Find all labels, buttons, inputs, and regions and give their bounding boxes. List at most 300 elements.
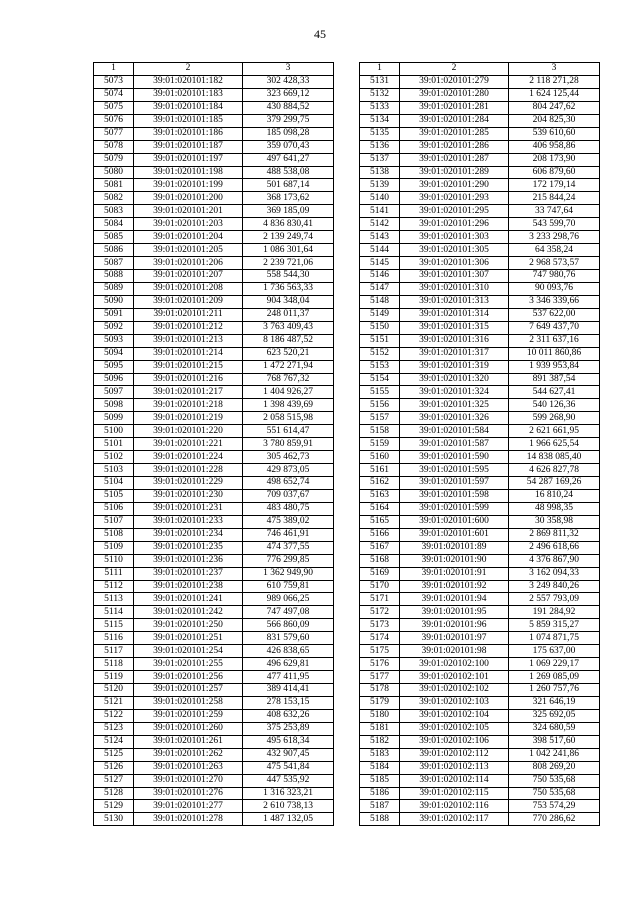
cadastral-number-cell: 39:01:020101:203 <box>134 218 243 231</box>
row-number-cell: 5144 <box>360 244 400 257</box>
row-number-cell: 5155 <box>360 386 400 399</box>
cadastral-number-cell: 39:01:020101:90 <box>400 554 509 567</box>
row-number-cell: 5161 <box>360 464 400 477</box>
row-number-cell: 5126 <box>94 761 134 774</box>
cadastral-number-cell: 39:01:020102:105 <box>400 722 509 735</box>
table-row <box>94 75 334 88</box>
cadastral-value-cell: 2 610 738,13 <box>243 800 334 813</box>
table-row <box>94 515 334 528</box>
column-header-3: 3 <box>243 63 334 76</box>
table-row <box>94 270 334 283</box>
row-number-cell: 5159 <box>360 438 400 451</box>
table-row <box>360 153 600 166</box>
cadastral-number-cell: 39:01:020101:206 <box>134 257 243 270</box>
cadastral-value-cell: 610 759,81 <box>243 580 334 593</box>
row-number-cell: 5151 <box>360 334 400 347</box>
cadastral-value-cell: 1 736 563,33 <box>243 282 334 295</box>
row-number-cell: 5081 <box>94 179 134 192</box>
cadastral-number-cell: 39:01:020102:117 <box>400 813 509 826</box>
cadastral-number-cell: 39:01:020101:236 <box>134 554 243 567</box>
cadastral-number-cell: 39:01:020101:319 <box>400 360 509 373</box>
table-row <box>94 347 334 360</box>
row-number-cell: 5118 <box>94 658 134 671</box>
table-row <box>360 787 600 800</box>
table-row <box>360 464 600 477</box>
cadastral-number-cell: 39:01:020101:242 <box>134 606 243 619</box>
cadastral-value-cell: 753 574,29 <box>509 800 600 813</box>
table-row <box>94 554 334 567</box>
cadastral-number-cell: 39:01:020101:598 <box>400 489 509 502</box>
table-row <box>360 373 600 386</box>
row-number-cell: 5162 <box>360 477 400 490</box>
cadastral-value-cell: 768 767,32 <box>243 373 334 386</box>
cadastral-number-cell: 39:01:020101:257 <box>134 684 243 697</box>
cadastral-value-table-left <box>93 62 334 826</box>
table-row <box>94 813 334 826</box>
cadastral-value-cell: 804 247,62 <box>509 101 600 114</box>
cadastral-number-cell: 39:01:020101:285 <box>400 127 509 140</box>
cadastral-value-cell: 558 544,30 <box>243 270 334 283</box>
row-number-cell: 5127 <box>94 774 134 787</box>
cadastral-number-cell: 39:01:020101:259 <box>134 709 243 722</box>
cadastral-value-cell: 248 011,37 <box>243 308 334 321</box>
cadastral-number-cell: 39:01:020101:241 <box>134 593 243 606</box>
cadastral-value-cell: 496 629,81 <box>243 658 334 671</box>
cadastral-number-cell: 39:01:020101:258 <box>134 696 243 709</box>
table-row <box>94 166 334 179</box>
cadastral-number-cell: 39:01:020101:182 <box>134 75 243 88</box>
table-row <box>360 101 600 114</box>
cadastral-value-cell: 539 610,60 <box>509 127 600 140</box>
row-number-cell: 5078 <box>94 140 134 153</box>
table-row <box>94 528 334 541</box>
table-row <box>360 218 600 231</box>
cadastral-value-cell: 483 480,75 <box>243 502 334 515</box>
cadastral-value-cell: 204 825,30 <box>509 114 600 127</box>
table-row <box>94 632 334 645</box>
cadastral-value-cell: 54 287 169,26 <box>509 477 600 490</box>
cadastral-number-cell: 39:01:020101:306 <box>400 257 509 270</box>
cadastral-number-cell: 39:01:020101:270 <box>134 774 243 787</box>
cadastral-value-cell: 321 646,19 <box>509 696 600 709</box>
cadastral-value-cell: 1 069 229,17 <box>509 658 600 671</box>
cadastral-value-cell: 16 810,24 <box>509 489 600 502</box>
table-row <box>94 179 334 192</box>
cadastral-value-cell: 368 173,62 <box>243 192 334 205</box>
row-number-cell: 5082 <box>94 192 134 205</box>
table-row <box>94 140 334 153</box>
table-row <box>360 619 600 632</box>
row-number-cell: 5171 <box>360 593 400 606</box>
row-number-cell: 5178 <box>360 684 400 697</box>
table-row <box>360 88 600 101</box>
row-number-cell: 5102 <box>94 451 134 464</box>
cadastral-number-cell: 39:01:020101:305 <box>400 244 509 257</box>
table-row <box>360 257 600 270</box>
cadastral-number-cell: 39:01:020101:254 <box>134 645 243 658</box>
table-row <box>360 360 600 373</box>
row-number-cell: 5181 <box>360 722 400 735</box>
cadastral-number-cell: 39:01:020101:293 <box>400 192 509 205</box>
cadastral-value-cell: 215 844,24 <box>509 192 600 205</box>
cadastral-number-cell: 39:01:020101:326 <box>400 412 509 425</box>
column-header-3: 3 <box>509 63 600 76</box>
cadastral-value-cell: 406 958,86 <box>509 140 600 153</box>
page-number: 45 <box>314 27 326 41</box>
cadastral-number-cell: 39:01:020102:112 <box>400 748 509 761</box>
cadastral-value-cell: 8 186 487,52 <box>243 334 334 347</box>
row-number-cell: 5146 <box>360 270 400 283</box>
cadastral-value-cell: 5 859 315,27 <box>509 619 600 632</box>
row-number-cell: 5113 <box>94 593 134 606</box>
cadastral-value-cell: 33 747,64 <box>509 205 600 218</box>
cadastral-number-cell: 39:01:020101:201 <box>134 205 243 218</box>
row-number-cell: 5077 <box>94 127 134 140</box>
cadastral-value-cell: 3 249 840,26 <box>509 580 600 593</box>
table-row <box>94 671 334 684</box>
table-header-row <box>360 63 600 76</box>
table-row <box>360 658 600 671</box>
cadastral-value-cell: 426 838,65 <box>243 645 334 658</box>
table-row <box>94 373 334 386</box>
cadastral-value-cell: 323 669,12 <box>243 88 334 101</box>
row-number-cell: 5154 <box>360 373 400 386</box>
cadastral-value-cell: 770 286,62 <box>509 813 600 826</box>
row-number-cell: 5125 <box>94 748 134 761</box>
cadastral-number-cell: 39:01:020102:101 <box>400 671 509 684</box>
cadastral-value-cell: 808 269,20 <box>509 761 600 774</box>
cadastral-value-cell: 1 487 132,05 <box>243 813 334 826</box>
table-row <box>360 412 600 425</box>
row-number-cell: 5091 <box>94 308 134 321</box>
table-row <box>360 735 600 748</box>
cadastral-value-cell: 447 535,92 <box>243 774 334 787</box>
row-number-cell: 5136 <box>360 140 400 153</box>
row-number-cell: 5080 <box>94 166 134 179</box>
table-row <box>94 451 334 464</box>
cadastral-value-cell: 2 496 618,66 <box>509 541 600 554</box>
cadastral-number-cell: 39:01:020101:584 <box>400 425 509 438</box>
row-number-cell: 5123 <box>94 722 134 735</box>
cadastral-value-cell: 2 869 811,32 <box>509 528 600 541</box>
table-row <box>360 244 600 257</box>
cadastral-number-cell: 39:01:020101:320 <box>400 373 509 386</box>
cadastral-number-cell: 39:01:020101:263 <box>134 761 243 774</box>
row-number-cell: 5108 <box>94 528 134 541</box>
cadastral-value-cell: 379 299,75 <box>243 114 334 127</box>
cadastral-number-cell: 39:01:020101:92 <box>400 580 509 593</box>
table-row <box>360 270 600 283</box>
cadastral-value-cell: 989 066,25 <box>243 593 334 606</box>
row-number-cell: 5163 <box>360 489 400 502</box>
row-number-cell: 5099 <box>94 412 134 425</box>
row-number-cell: 5188 <box>360 813 400 826</box>
row-number-cell: 5104 <box>94 477 134 490</box>
row-number-cell: 5142 <box>360 218 400 231</box>
cadastral-value-cell: 90 093,76 <box>509 282 600 295</box>
row-number-cell: 5128 <box>94 787 134 800</box>
cadastral-number-cell: 39:01:020101:314 <box>400 308 509 321</box>
table-row <box>94 800 334 813</box>
cadastral-number-cell: 39:01:020101:208 <box>134 282 243 295</box>
table-row <box>94 787 334 800</box>
cadastral-number-cell: 39:01:020102:102 <box>400 684 509 697</box>
cadastral-value-cell: 1 939 953,84 <box>509 360 600 373</box>
table-row <box>360 489 600 502</box>
cadastral-number-cell: 39:01:020101:213 <box>134 334 243 347</box>
row-number-cell: 5167 <box>360 541 400 554</box>
cadastral-value-cell: 1 398 439,69 <box>243 399 334 412</box>
cadastral-number-cell: 39:01:020101:260 <box>134 722 243 735</box>
cadastral-value-cell: 543 599,70 <box>509 218 600 231</box>
row-number-cell: 5184 <box>360 761 400 774</box>
table-row <box>360 425 600 438</box>
row-number-cell: 5150 <box>360 321 400 334</box>
cadastral-number-cell: 39:01:020101:307 <box>400 270 509 283</box>
cadastral-number-cell: 39:01:020101:95 <box>400 606 509 619</box>
table-row <box>94 580 334 593</box>
cadastral-number-cell: 39:01:020101:601 <box>400 528 509 541</box>
row-number-cell: 5174 <box>360 632 400 645</box>
cadastral-value-cell: 498 652,74 <box>243 477 334 490</box>
cadastral-value-cell: 389 414,41 <box>243 684 334 697</box>
cadastral-value-cell: 432 907,45 <box>243 748 334 761</box>
table-row <box>360 205 600 218</box>
cadastral-number-cell: 39:01:020102:100 <box>400 658 509 671</box>
row-number-cell: 5134 <box>360 114 400 127</box>
cadastral-value-cell: 904 348,04 <box>243 295 334 308</box>
cadastral-value-cell: 3 162 094,33 <box>509 567 600 580</box>
row-number-cell: 5172 <box>360 606 400 619</box>
cadastral-value-cell: 709 037,67 <box>243 489 334 502</box>
table-row <box>360 347 600 360</box>
cadastral-number-cell: 39:01:020101:286 <box>400 140 509 153</box>
row-number-cell: 5160 <box>360 451 400 464</box>
cadastral-number-cell: 39:01:020101:261 <box>134 735 243 748</box>
cadastral-number-cell: 39:01:020101:325 <box>400 399 509 412</box>
row-number-cell: 5092 <box>94 321 134 334</box>
cadastral-number-cell: 39:01:020101:217 <box>134 386 243 399</box>
cadastral-number-cell: 39:01:020102:103 <box>400 696 509 709</box>
cadastral-number-cell: 39:01:020101:96 <box>400 619 509 632</box>
cadastral-number-cell: 39:01:020101:310 <box>400 282 509 295</box>
cadastral-value-cell: 408 632,26 <box>243 709 334 722</box>
cadastral-number-cell: 39:01:020101:230 <box>134 489 243 502</box>
table-row <box>360 800 600 813</box>
cadastral-number-cell: 39:01:020101:214 <box>134 347 243 360</box>
cadastral-value-cell: 4 376 867,90 <box>509 554 600 567</box>
table-row <box>94 399 334 412</box>
row-number-cell: 5107 <box>94 515 134 528</box>
row-number-cell: 5083 <box>94 205 134 218</box>
cadastral-number-cell: 39:01:020101:224 <box>134 451 243 464</box>
table-row <box>360 709 600 722</box>
cadastral-value-cell: 2 311 637,16 <box>509 334 600 347</box>
cadastral-value-cell: 831 579,60 <box>243 632 334 645</box>
cadastral-value-cell: 369 185,09 <box>243 205 334 218</box>
cadastral-value-cell: 3 763 409,43 <box>243 321 334 334</box>
cadastral-number-cell: 39:01:020101:184 <box>134 101 243 114</box>
row-number-cell: 5145 <box>360 257 400 270</box>
row-number-cell: 5139 <box>360 179 400 192</box>
table-row <box>94 334 334 347</box>
cadastral-value-cell: 750 535,68 <box>509 774 600 787</box>
cadastral-value-cell: 325 692,05 <box>509 709 600 722</box>
cadastral-number-cell: 39:01:020101:209 <box>134 295 243 308</box>
cadastral-value-cell: 1 404 926,27 <box>243 386 334 399</box>
cadastral-number-cell: 39:01:020101:290 <box>400 179 509 192</box>
table-row <box>94 722 334 735</box>
cadastral-value-cell: 2 239 721,06 <box>243 257 334 270</box>
cadastral-value-cell: 475 389,02 <box>243 515 334 528</box>
row-number-cell: 5111 <box>94 567 134 580</box>
cadastral-number-cell: 39:01:020101:324 <box>400 386 509 399</box>
cadastral-number-cell: 39:01:020101:599 <box>400 502 509 515</box>
row-number-cell: 5094 <box>94 347 134 360</box>
row-number-cell: 5182 <box>360 735 400 748</box>
table-row <box>94 502 334 515</box>
cadastral-number-cell: 39:01:020101:284 <box>400 114 509 127</box>
cadastral-value-cell: 551 614,47 <box>243 425 334 438</box>
row-number-cell: 5148 <box>360 295 400 308</box>
cadastral-value-cell: 4 836 830,41 <box>243 218 334 231</box>
row-number-cell: 5147 <box>360 282 400 295</box>
cadastral-number-cell: 39:01:020101:287 <box>400 153 509 166</box>
cadastral-value-cell: 1 269 085,09 <box>509 671 600 684</box>
cadastral-number-cell: 39:01:020101:97 <box>400 632 509 645</box>
cadastral-value-cell: 1 362 949,90 <box>243 567 334 580</box>
cadastral-value-cell: 2 139 249,74 <box>243 231 334 244</box>
cadastral-value-cell: 429 873,05 <box>243 464 334 477</box>
cadastral-value-cell: 3 346 339,66 <box>509 295 600 308</box>
cadastral-number-cell: 39:01:020101:211 <box>134 308 243 321</box>
table-row <box>360 567 600 580</box>
row-number-cell: 5075 <box>94 101 134 114</box>
table-row <box>360 321 600 334</box>
table-row <box>94 593 334 606</box>
table-row <box>94 321 334 334</box>
cadastral-value-cell: 1 472 271,94 <box>243 360 334 373</box>
cadastral-number-cell: 39:01:020102:116 <box>400 800 509 813</box>
row-number-cell: 5164 <box>360 502 400 515</box>
row-number-cell: 5086 <box>94 244 134 257</box>
cadastral-number-cell: 39:01:020101:289 <box>400 166 509 179</box>
table-row <box>360 295 600 308</box>
cadastral-number-cell: 39:01:020101:600 <box>400 515 509 528</box>
cadastral-number-cell: 39:01:020101:200 <box>134 192 243 205</box>
table-row <box>360 282 600 295</box>
cadastral-value-cell: 208 173,90 <box>509 153 600 166</box>
table-row <box>360 477 600 490</box>
column-header-2: 2 <box>134 63 243 76</box>
row-number-cell: 5175 <box>360 645 400 658</box>
cadastral-value-cell: 540 126,36 <box>509 399 600 412</box>
table-row <box>360 166 600 179</box>
row-number-cell: 5157 <box>360 412 400 425</box>
table-row <box>360 308 600 321</box>
cadastral-value-cell: 398 517,60 <box>509 735 600 748</box>
cadastral-number-cell: 39:01:020101:278 <box>134 813 243 826</box>
cadastral-number-cell: 39:01:020101:256 <box>134 671 243 684</box>
table-row <box>94 684 334 697</box>
cadastral-value-cell: 1 624 125,44 <box>509 88 600 101</box>
row-number-cell: 5106 <box>94 502 134 515</box>
row-number-cell: 5152 <box>360 347 400 360</box>
row-number-cell: 5185 <box>360 774 400 787</box>
table-row <box>94 153 334 166</box>
cadastral-value-cell: 3 780 859,91 <box>243 438 334 451</box>
column-header-2: 2 <box>400 63 509 76</box>
cadastral-value-cell: 30 358,98 <box>509 515 600 528</box>
row-number-cell: 5115 <box>94 619 134 632</box>
table-row <box>360 179 600 192</box>
cadastral-number-cell: 39:01:020101:296 <box>400 218 509 231</box>
cadastral-value-cell: 172 179,14 <box>509 179 600 192</box>
row-number-cell: 5096 <box>94 373 134 386</box>
row-number-cell: 5119 <box>94 671 134 684</box>
table-row <box>360 451 600 464</box>
table-row <box>360 334 600 347</box>
cadastral-value-cell: 1 086 301,64 <box>243 244 334 257</box>
cadastral-value-cell: 537 622,00 <box>509 308 600 321</box>
row-number-cell: 5090 <box>94 295 134 308</box>
table-row <box>94 774 334 787</box>
table-row <box>360 438 600 451</box>
cadastral-value-cell: 1 042 241,86 <box>509 748 600 761</box>
cadastral-value-cell: 488 538,08 <box>243 166 334 179</box>
table-row <box>94 114 334 127</box>
cadastral-value-cell: 599 268,90 <box>509 412 600 425</box>
column-header-1: 1 <box>360 63 400 76</box>
row-number-cell: 5089 <box>94 282 134 295</box>
row-number-cell: 5170 <box>360 580 400 593</box>
row-number-cell: 5169 <box>360 567 400 580</box>
table-header-row <box>94 63 334 76</box>
row-number-cell: 5105 <box>94 489 134 502</box>
table-row <box>360 696 600 709</box>
table-row <box>94 567 334 580</box>
table-row <box>94 748 334 761</box>
row-number-cell: 5088 <box>94 270 134 283</box>
table-row <box>94 477 334 490</box>
table-row <box>360 399 600 412</box>
cadastral-value-cell: 891 387,54 <box>509 373 600 386</box>
cadastral-number-cell: 39:01:020101:220 <box>134 425 243 438</box>
cadastral-value-cell: 2 968 573,57 <box>509 257 600 270</box>
row-number-cell: 5186 <box>360 787 400 800</box>
row-number-cell: 5129 <box>94 800 134 813</box>
cadastral-number-cell: 39:01:020101:89 <box>400 541 509 554</box>
cadastral-value-cell: 746 461,91 <box>243 528 334 541</box>
row-number-cell: 5173 <box>360 619 400 632</box>
cadastral-value-cell: 375 253,89 <box>243 722 334 735</box>
row-number-cell: 5095 <box>94 360 134 373</box>
cadastral-number-cell: 39:01:020101:235 <box>134 541 243 554</box>
table-row <box>360 140 600 153</box>
cadastral-value-table-right <box>359 62 600 826</box>
row-number-cell: 5079 <box>94 153 134 166</box>
cadastral-number-cell: 39:01:020101:216 <box>134 373 243 386</box>
cadastral-number-cell: 39:01:020101:198 <box>134 166 243 179</box>
cadastral-value-cell: 14 838 085,40 <box>509 451 600 464</box>
table-row <box>94 282 334 295</box>
table-row <box>94 658 334 671</box>
cadastral-value-cell: 497 641,27 <box>243 153 334 166</box>
cadastral-value-cell: 64 358,24 <box>509 244 600 257</box>
row-number-cell: 5131 <box>360 75 400 88</box>
cadastral-number-cell: 39:01:020101:94 <box>400 593 509 606</box>
cadastral-number-cell: 39:01:020102:115 <box>400 787 509 800</box>
